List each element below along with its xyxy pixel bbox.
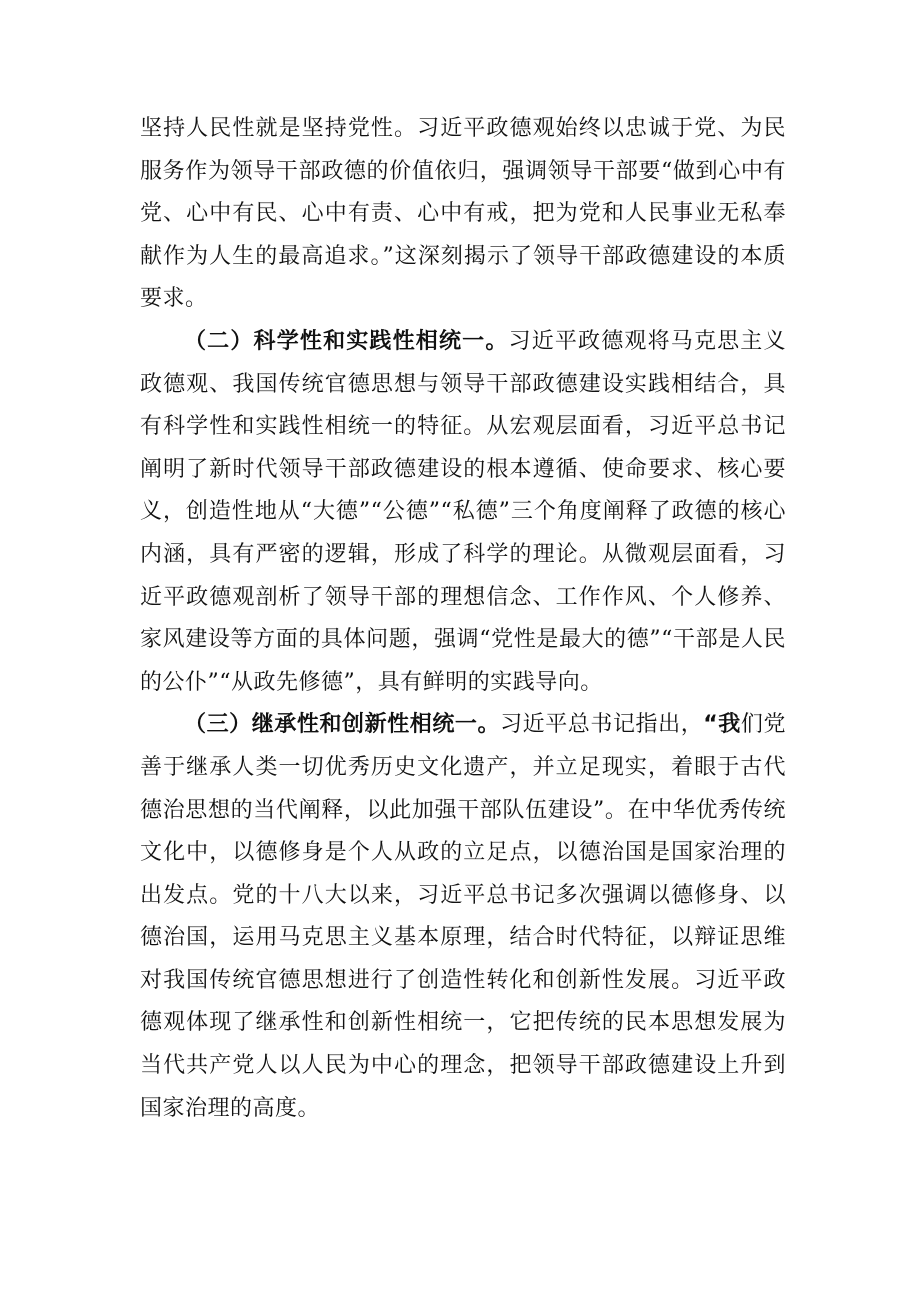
paragraph-text: 们党善于继承人类一切优秀历史文化遗产，并立足现实，着眼于古代德治思想的当代阐释，以此加强干部队伍建设”。在中华优秀传统文化中，以德修身是个人从政的立足点，以德治国是国家治理的出发点。党的十八大以来，习近平总书记多次强调以德修身、以德治国，运用马克思主义基本原理，结合时代特征，以辩证思维对我国传统官德思想进行了创造性转化和创新性发展。习近平政德观体现了继承性和创新性相统一，它把传统的民本思想发展为当代共产党人以人民为中心的理念，把领导干部政德建设上升到国家治理的高度。 xyxy=(140,712,786,1121)
paragraph-text: 习近平政德观将马克思主义政德观、我国传统官德思想与领导干部政德建设实践相结合，具有科学性和实践性相统一的特征。从宏观层面看，习近平总书记阐明了新时代领导干部政德建设的根本遵循、使命要求、核心要义，创造性地从“大德”“公德”“私德”三个角度阐释了政德的核心内涵，具有严密的逻辑，形成了科学的理论。从微观层面看，习近平政德观剖析了领导干部的理想信念、工作作风、个人修养、家风建设等方面的具体问题，强调“党性是最大的德”“干部是人民的公仆”“从政先修德”，具有鲜明的实践导向。 xyxy=(140,328,786,695)
section-heading: （三）继承性和创新性相统一。 xyxy=(184,712,501,738)
paragraph-people-party xyxy=(140,108,786,321)
bold-quote-start: “我 xyxy=(703,712,741,738)
document-body xyxy=(140,108,786,1130)
paragraph-text: 坚持人民性就是坚持党性。习近平政德观始终以忠诚于党、为民服务作为领导干部政德的价值依归，强调领导干部要“做到心中有党、心中有民、心中有责、心中有戒，把为党和人民事业无私奉献作为人生的最高追求。”这深刻揭示了领导干部政德建设的本质要求。 xyxy=(140,116,786,312)
paragraph-science-practice xyxy=(140,321,786,704)
paragraph-inherit-innovate xyxy=(140,704,786,1130)
section-heading: （二）科学性和实践性相统一。 xyxy=(184,328,509,354)
paragraph-text: 习近平总书记指出， xyxy=(500,712,704,738)
